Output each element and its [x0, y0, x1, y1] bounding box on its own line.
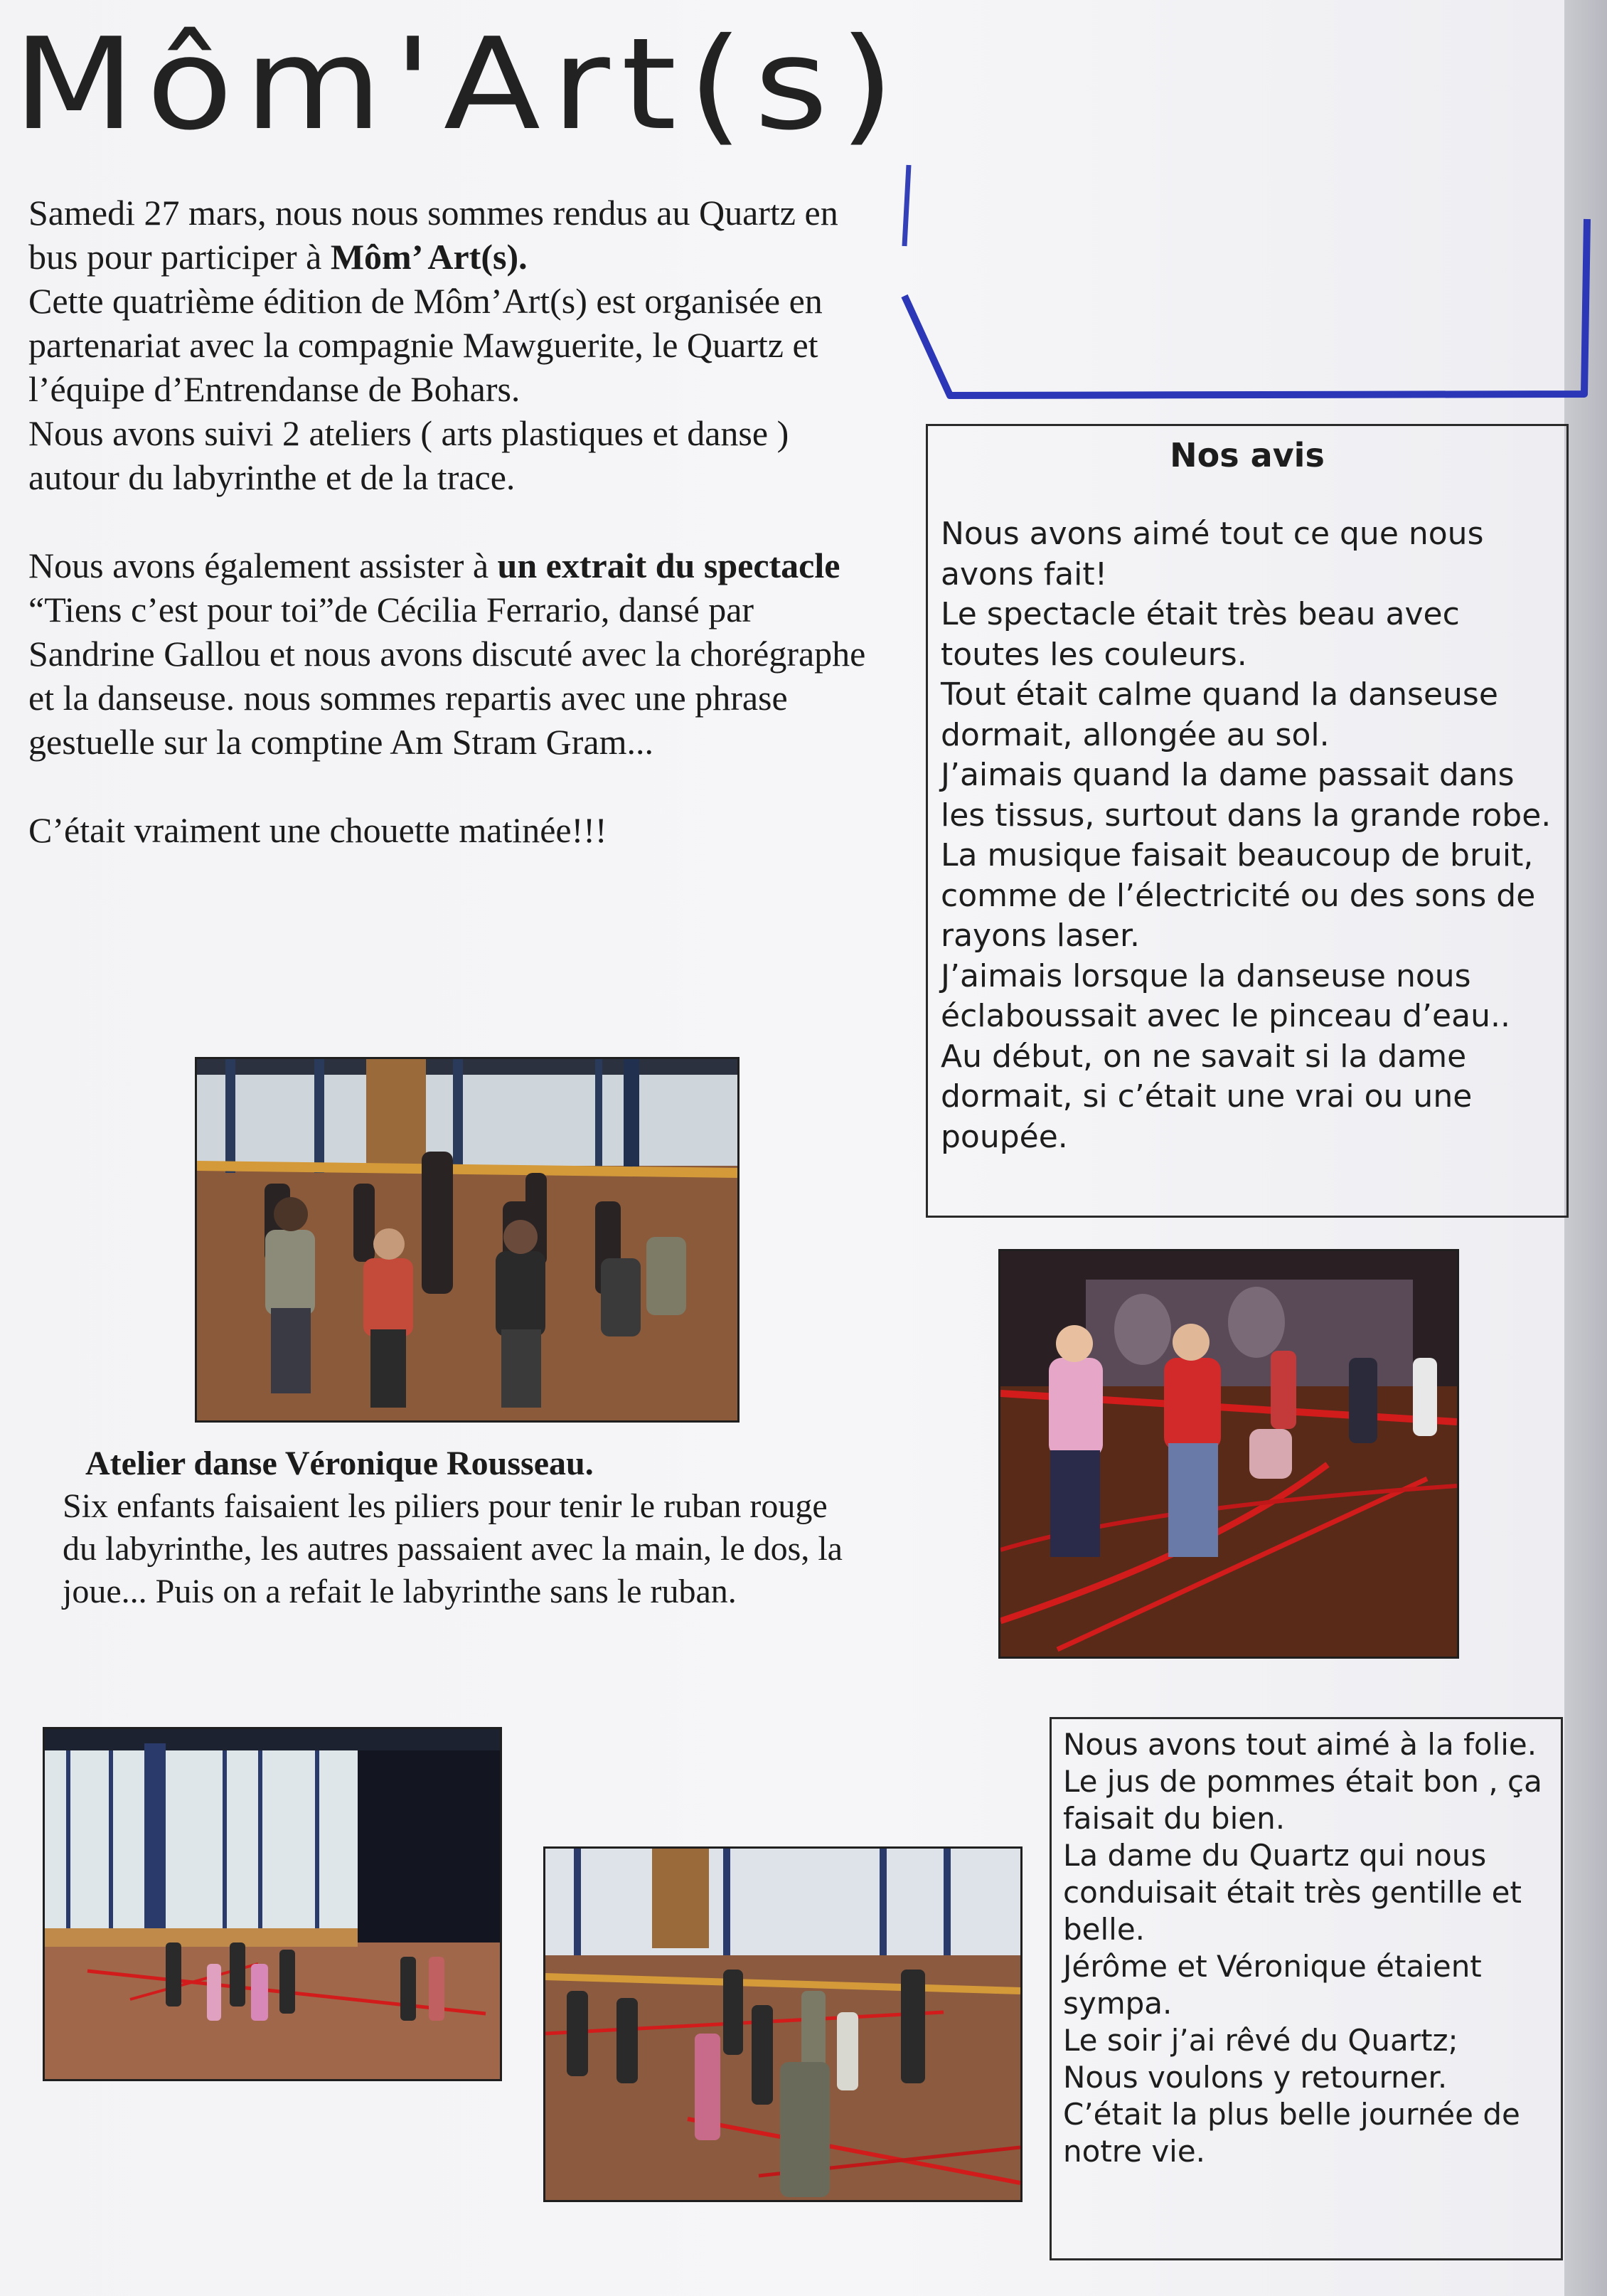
atelier-text: Six enfants faisaient les piliers pour tenir le ruban rouge du labyrinthe, les autres passaient avec la main, le dos, la joue... Puis on a refait le labyrinthe sans le ruban.: [63, 1487, 843, 1610]
avis-line: Le spectacle était très beau avec toutes les couleurs.: [941, 596, 1460, 673]
avis-line: J’aimais quand la dame passait dans les tissus, surtout dans la grande robe.: [941, 757, 1552, 834]
folie-line: La dame du Quartz qui nous conduisait était très gentille et belle.: [1063, 1838, 1522, 1947]
avis-line: Tout était calme quand la danseuse dormait, allongée au sol.: [941, 676, 1498, 753]
folie-line: Jérôme et Véronique étaient sympa.: [1063, 1949, 1482, 2021]
nos-avis-heading: Nos avis: [1170, 436, 1325, 474]
intro-paragraph-4: Nous avons également assister à un extrait du spectacle “Tiens c’est pour toi”de Cécilia Ferrario, dansé par Sandrine Gallou et nous avons discuté avec la chorégraphe et la danseuse. nous sommes repartis avec une phrase gestuelle sur la comptine Am Stram Gram...: [28, 546, 866, 762]
photo-children-crossing: [543, 1846, 1023, 2202]
avis-line: J’aimais lorsque la danseuse nous éclaboussait avec le pinceau d’eau..: [941, 957, 1510, 1034]
folie-line: Le soir j’ai rêvé du Quartz;: [1063, 2023, 1458, 2058]
intro-paragraph-1: Samedi 27 mars, nous nous sommes rendus au Quartz en bus pour participer à Môm’ Art(s).: [28, 193, 838, 277]
photo-gym-hall-wide: [43, 1727, 502, 2081]
intro-paragraph-5: C’était vraiment une chouette matinée!!!: [28, 810, 607, 850]
avis-line: La musique faisait beaucoup de bruit, comme de l’électricité ou des sons de rayons laser.: [941, 837, 1536, 954]
photo-dance-workshop-circle: [195, 1057, 740, 1423]
tout-aime-text: [1063, 1726, 1554, 2170]
folie-line: Le jus de pommes était bon , ça faisait du bien.: [1063, 1764, 1542, 1836]
avis-line: Au début, on ne savait si la dame dormait, si c’était une vrai ou une poupée.: [941, 1038, 1473, 1155]
folie-line: Nous voulons y retourner.: [1063, 2060, 1448, 2095]
intro-paragraph-3: Nous avons suivi 2 ateliers ( arts plastiques et danse ) autour du labyrinthe et de la trace.: [28, 413, 789, 497]
avis-line: Nous avons aimé tout ce que nous avons fait!: [941, 516, 1484, 592]
folie-line: C’était la plus belle journée de notre vie.: [1063, 2097, 1520, 2169]
atelier-heading: Atelier danse Véronique Rousseau.: [85, 1445, 594, 1482]
blue-tape-marks: [895, 162, 1594, 405]
page-title: Môm'Art(s): [13, 11, 906, 158]
intro-paragraph-2: Cette quatrième édition de Môm’Art(s) est organisée en partenariat avec la compagnie Mawguerite, le Quartz et l’équipe d’Entrendanse de Bohars.: [28, 281, 823, 409]
atelier-danse-section: [63, 1442, 845, 1613]
nos-avis-text: [941, 514, 1559, 1157]
nos-avis-box: [926, 424, 1569, 1218]
intro-article: [28, 191, 882, 852]
photo-red-ribbon-labyrinth: [998, 1249, 1459, 1659]
tout-aime-box: [1050, 1717, 1563, 2260]
folie-line: Nous avons tout aimé à la folie.: [1063, 1727, 1537, 1762]
